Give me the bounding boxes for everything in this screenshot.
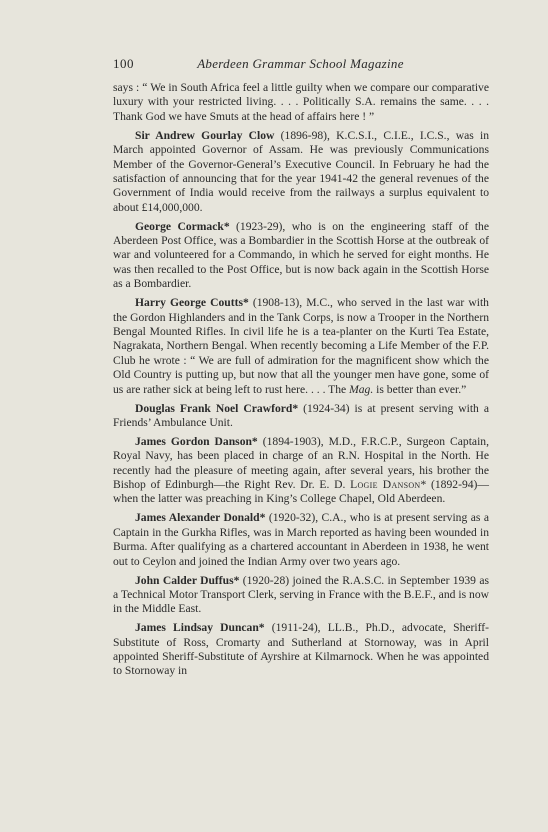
entry-duffus [113, 574, 489, 617]
article-body [113, 81, 489, 683]
running-title: Aberdeen Grammar School Magazine [197, 56, 404, 71]
person-name: Harry George Coutts* [135, 296, 249, 310]
entry-text: (1908-13), M.C., who served in the last war with the Gordon Highlanders and in the Tank Corps, is now a Trooper in the Northern Bengal Mounted Rifles. In civil life he is a tea-planter on the Kurti Tea Estate, Nagrakata, Northern Bengal. When recently becoming a Life Member of the F.P. Club he wrote : “ We are full of admiration for the magnificent show which the Old Country is putting up, but now that all the younger men have gone, some of us are rather sick at being left to rust here. . . . The [113, 296, 489, 396]
entry-donald [113, 511, 489, 569]
entry-text: (1920-32), C.A., who is at present serving as a Captain in the Gurkha Rifles, was in March reported as having been wounded in Burma. After qualifying as a chartered accountant in Aberdeen in 1938, he went out to Ceylon and joined the Indian Army over two years ago. [113, 511, 489, 568]
entry-coutts [113, 296, 489, 397]
entry-text: (1911-24), LL.B., Ph.D., advocate, Sheriff-Substitute of Ross, Cromarty and Sutherland at Stornoway, was in April appointed Sheriff-Substitute of Ayrshire at Kilmarnock. When he was appointed to Stornoway in [113, 621, 489, 678]
person-name: Sir Andrew Gourlay Clow [135, 128, 275, 142]
magazine-abbrev: Mag. [349, 382, 374, 396]
entry-text: (1924-34) is at present serving with a Friends’ Ambulance Unit. [113, 401, 489, 429]
entry-cormack [113, 220, 489, 292]
entry-text: (1923-29), who is on the engineering staff of the Aberdeen Post Office, was a Bombardier in the Scottish Horse at the outbreak of war and volunteered for a Commando, in which he served for eight months. He was then recalled to the Post Office, but is now back again in the Scottish Horse as a Bombardier. [113, 219, 489, 291]
entry-text: (1894-1903), M.D., F.R.C.P., Surgeon Captain, Royal Navy, has been placed in charge of an R.N. Hospital in the North. He recently had the pleasure of meeting again, after several years, his brother the Bishop of Edinburgh—the Right Rev. Dr. E. D. [113, 434, 489, 492]
page-header [113, 56, 488, 74]
person-name: James Lindsay Duncan* [135, 621, 265, 635]
person-name: James Alexander Donald* [135, 511, 266, 525]
entry-text-end: * (1892-94)—when the latter was preaching in King’s College Chapel, Old Aberdeen. [113, 478, 489, 506]
entry-danson [113, 435, 489, 507]
entry-duncan [113, 621, 489, 679]
entry-text-end: is better than ever.” [373, 382, 467, 396]
paragraph-continuation: says : “ We in South Africa feel a little guilty when we compare our comparative luxury with your restricted living. . . . Politically S.A. remains the same. . . . Thank God we have Smuts at the head of affairs here ! ” [113, 81, 489, 123]
brother-name: Logie Danson [350, 478, 421, 492]
entry-crawford [113, 402, 489, 431]
entry-clow [113, 129, 489, 215]
person-name: John Calder Duffus* [135, 573, 240, 587]
person-name: Douglas Frank Noel Crawford* [135, 401, 299, 415]
entry-text: (1896-98), K.C.S.I., C.I.E., I.C.S., was in March appointed Governor of Assam. He was previously Communications Member of the Governor-General’s Executive Council. In February he had the satisfaction of announcing that for the year 1941-42 the general revenues of the Government of India would receive from the railways a surplus equivalent to about £14,000,000. [113, 128, 490, 214]
person-name: George Cormack* [135, 219, 230, 233]
person-name: James Gordon Danson* [135, 434, 258, 448]
entry-text: (1920-28) joined the R.A.S.C. in September 1939 as a Technical Motor Transport Clerk, serving in France with the B.E.F., and is now in the Middle East. [113, 573, 489, 616]
page-number: 100 [113, 56, 134, 71]
